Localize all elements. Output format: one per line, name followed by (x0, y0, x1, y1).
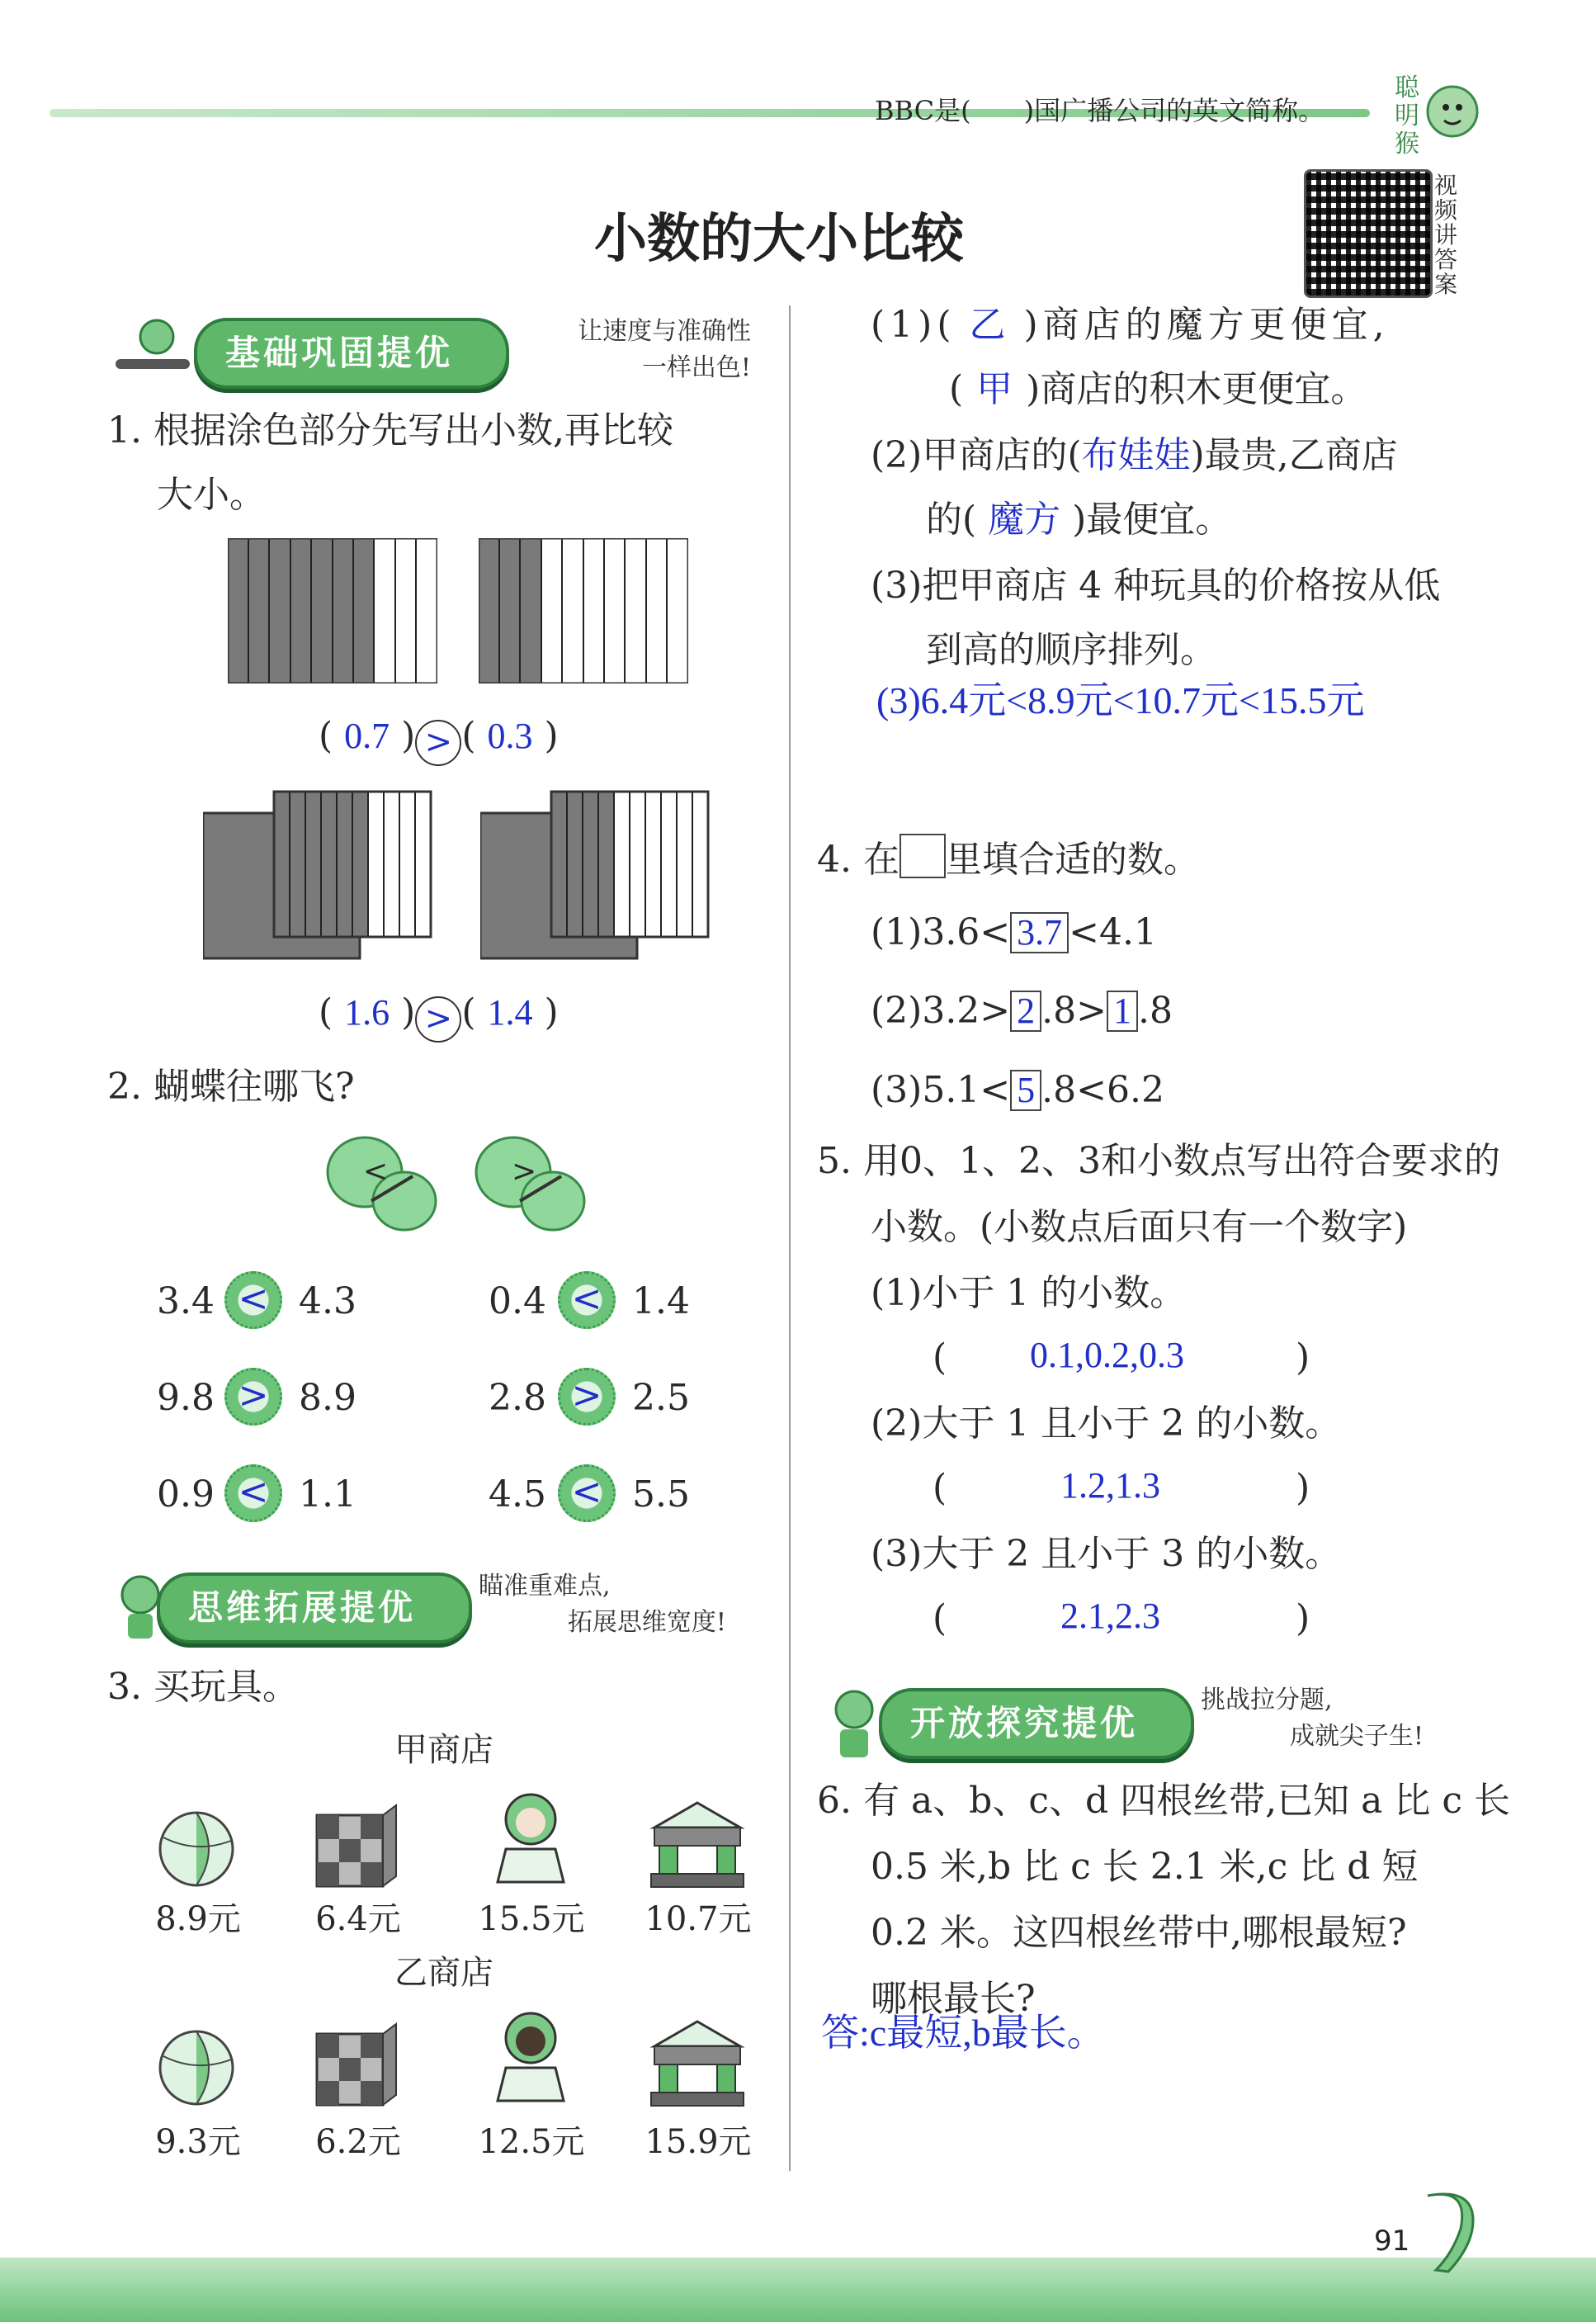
q5-sub3-open: ( (933, 1597, 947, 1639)
q3-sub2-answer-b[interactable]: 魔方 (988, 499, 1061, 540)
q3-sub2-answer-a[interactable]: 布娃娃 (1081, 435, 1191, 475)
shop-a-name: 甲商店 (394, 1731, 493, 1769)
shop-b-price-cube: 6.2元 (315, 2123, 401, 2161)
section-note-open-2: 成就尖子生! (1289, 1722, 1424, 1751)
section-note-open-1: 挑战拉分题, (1201, 1686, 1333, 1714)
q3-sub1-answer-a[interactable]: 乙 (969, 305, 1011, 345)
shop-a-price-blocks: 10.7元 (645, 1900, 752, 1938)
page-title: 小数的大小比较 (594, 209, 964, 270)
q2-item-4-sign[interactable]: > (558, 1368, 616, 1426)
q3-sub3-line2: 到高的顺序排列。 (926, 629, 1216, 671)
q1-row1: ( 0.7 ) > ( 0.3 ) (319, 718, 559, 766)
footer-grass (0, 2258, 1596, 2322)
q2-item-1-left: 3.4 (157, 1280, 215, 1322)
shop-b-price-doll: 12.5元 (478, 2123, 585, 2161)
section-note-basic-2: 一样出色! (641, 353, 751, 382)
q5-sub2-open: ( (933, 1467, 947, 1509)
section-banner-basic: 基础巩固提优 (194, 318, 509, 389)
qr-label: 视频讲答案 (1434, 172, 1458, 298)
q5-sub3: (3)大于 2 且小于 3 的小数。 (871, 1533, 1342, 1575)
rubiks-cube-icon (314, 1804, 399, 1893)
q1-row2-left[interactable]: 1.6 (344, 992, 390, 1033)
q5-prompt-line2: 小数。(小数点后面只有一个数字) (871, 1206, 1408, 1248)
rubiks-cube-icon (314, 2022, 399, 2112)
shop-b-price-blocks: 15.9元 (645, 2123, 752, 2161)
q3-sub3-answer[interactable]: (3)6.4元<8.9元<10.7元<15.5元 (876, 679, 1365, 721)
q2-item-3-left: 9.8 (157, 1377, 215, 1419)
blocks-icon (648, 2018, 747, 2112)
q2-item-3-sign[interactable]: > (224, 1368, 282, 1426)
dolphin-icon (1411, 2179, 1485, 2278)
q2-item-2-right: 1.4 (632, 1280, 690, 1322)
q5-sub3-close: ) (1296, 1597, 1310, 1639)
ball-icon (155, 2026, 238, 2112)
q1-row2: ( 1.6 ) > ( 1.4 ) (319, 995, 559, 1043)
q3-sub3-line1: (3)把甲商店 4 种玩具的价格按从低 (871, 565, 1441, 607)
q2-item-4-right: 2.5 (632, 1377, 690, 1419)
q6-line4: 哪根最长? (871, 1978, 1036, 2020)
q2-item-5-left: 0.9 (157, 1473, 215, 1516)
column-divider (789, 305, 791, 2171)
q6-line1: 6. 有 a、b、c、d 四根丝带,已知 a 比 c 长 (817, 1780, 1510, 1822)
q1-row2-right[interactable]: 1.4 (487, 992, 533, 1033)
shop-a-price-ball: 8.9元 (155, 1900, 241, 1938)
q2-item-1-right: 4.3 (299, 1280, 357, 1322)
q5-sub1: (1)小于 1 的小数。 (871, 1272, 1187, 1314)
q6-line2: 0.5 米,b 比 c 长 2.1 米,c 比 d 短 (871, 1846, 1419, 1888)
q5-sub1-open: ( (933, 1336, 947, 1379)
q3-sub1-answer-b[interactable]: 甲 (976, 369, 1013, 409)
q2-item-5-sign[interactable]: < (224, 1464, 282, 1522)
decimal-grid-0.3 (479, 538, 688, 687)
q5-sub1-close: ) (1296, 1336, 1310, 1379)
decimal-grid-1.4 (480, 788, 720, 965)
ball-icon (155, 1808, 238, 1894)
q1-row1-left[interactable]: 0.7 (344, 716, 390, 756)
q5-sub1-answer[interactable]: 0.1,0.2,0.3 (1030, 1335, 1184, 1375)
q4-line3: (3)5.1< 5 .8<6.2 (871, 1069, 1164, 1111)
q4-prompt: 4. 在 里填合适的数。 (817, 834, 1200, 878)
q2-prompt: 2. 蝴蝶往哪飞? (107, 1066, 355, 1108)
shop-b-price-ball: 9.3元 (155, 2123, 241, 2161)
q5-prompt-line1: 5. 用0、1、2、3和小数点写出符合要求的 (817, 1140, 1500, 1182)
q4-line2: (2)3.2> 2 .8> 1 .8 (871, 990, 1173, 1032)
q2-item-6-sign[interactable]: < (558, 1464, 616, 1522)
q6-line3: 0.2 米。这四根丝带中,哪根最短? (871, 1912, 1407, 1954)
section-note-thinking-2: 拓展思维宽度! (567, 1608, 726, 1637)
q4-answer-3[interactable]: 5 (1010, 1070, 1041, 1111)
q2-item-2-left: 0.4 (489, 1280, 546, 1322)
q2-item-1-sign[interactable]: < (224, 1271, 282, 1329)
q1-prompt-line2: 大小。 (157, 474, 266, 516)
q2-item-5-right: 1.1 (299, 1473, 357, 1516)
q1-row2-sign[interactable]: > (415, 996, 461, 1043)
section-note-thinking-1: 瞄准重难点, (479, 1572, 611, 1601)
q5-sub3-answer[interactable]: 2.1,2.3 (1060, 1596, 1160, 1636)
shop-a-price-cube: 6.4元 (315, 1900, 401, 1938)
q4-line1: (1)3.6< 3.7 <4.1 (871, 911, 1158, 953)
kid-skateboard-icon (99, 314, 198, 380)
q4-answer-2a[interactable]: 2 (1010, 991, 1041, 1032)
shop-a-price-doll: 15.5元 (478, 1900, 585, 1938)
decimal-grid-1.6 (203, 788, 442, 965)
doll-icon (485, 2010, 576, 2112)
section-banner-open: 开放探究提优 (879, 1688, 1194, 1759)
q4-answer-2b[interactable]: 1 (1107, 991, 1138, 1032)
q1-prompt-line1: 1. 根据涂色部分先写出小数,再比较 (107, 409, 673, 452)
butterfly-right-sign: > (512, 1155, 537, 1189)
decimal-grid-0.7 (228, 538, 437, 687)
q2-item-2-sign[interactable]: < (558, 1271, 616, 1329)
q2-item-6-left: 4.5 (489, 1473, 546, 1516)
q3-sub2-line1: (2)甲商店的(布娃娃)最贵,乙商店 (871, 434, 1398, 476)
q2-item-6-right: 5.5 (632, 1473, 690, 1516)
q5-sub2-answer[interactable]: 1.2,1.3 (1060, 1465, 1160, 1506)
q3-sub1-line2: ( 甲 )商店的积木更便宜。 (949, 368, 1367, 410)
q6-answer[interactable]: 答:c最短,b最长。 (821, 2012, 1105, 2054)
q5-sub2-close: ) (1296, 1467, 1310, 1509)
header-trivia: BBC是( )国广播公司的英文简称。 (875, 95, 1325, 126)
section-note-basic-1: 让速度与准确性 (578, 317, 751, 346)
q2-item-3-right: 8.9 (299, 1377, 357, 1419)
q4-answer-1[interactable]: 3.7 (1010, 912, 1069, 953)
q3-sub2-line2: 的( 魔方 )最便宜。 (926, 499, 1232, 541)
q4-prompt-box (900, 834, 946, 878)
q5-sub2: (2)大于 1 且小于 2 的小数。 (871, 1402, 1342, 1445)
page-number: 91 (1374, 2225, 1410, 2258)
q3-sub1-line1: (1)( 乙 )商店的魔方更便宜, (871, 304, 1390, 346)
q1-row1-sign[interactable]: > (415, 720, 461, 766)
mascot-text: 聪明猴 (1395, 73, 1419, 158)
q1-row1-right[interactable]: 0.3 (487, 716, 533, 756)
shop-b-name: 乙商店 (394, 1954, 493, 1992)
blocks-icon (648, 1799, 747, 1894)
q2-item-4-left: 2.8 (489, 1377, 546, 1419)
butterfly-left-sign: < (363, 1155, 389, 1189)
section-banner-thinking: 思维拓展提优 (157, 1572, 472, 1643)
qr-code[interactable] (1304, 169, 1433, 298)
doll-icon (485, 1791, 576, 1894)
q3-prompt: 3. 买玩具。 (107, 1666, 299, 1708)
